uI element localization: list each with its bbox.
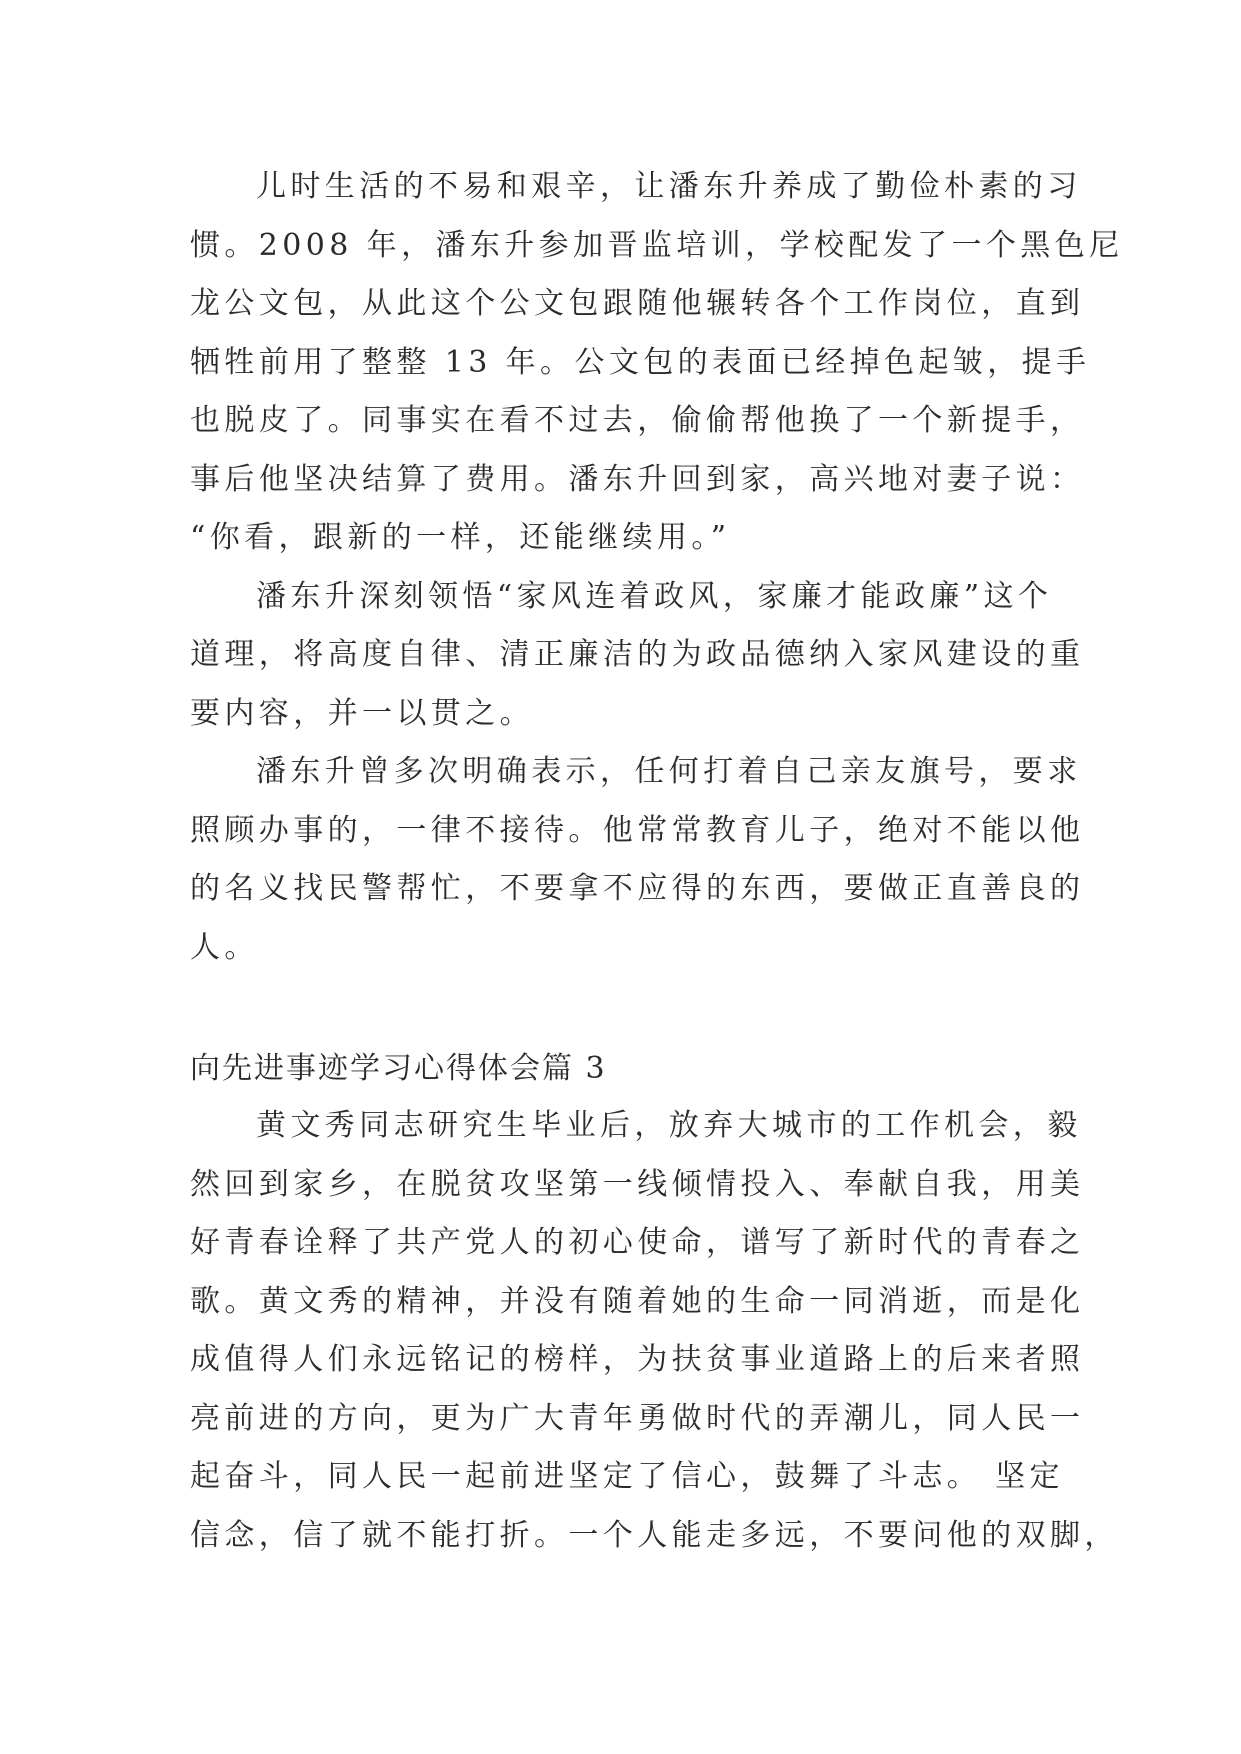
paragraph-line: 龙公文包，从此这个公文包跟随他辗转各个工作岗位，直到 <box>190 286 1085 321</box>
paragraph-line: 牺牲前用了整整 13 年。公文包的表面已经掉色起皱，提手 <box>190 344 1091 380</box>
paragraph-line: 道理，将高度自律、清正廉洁的为政品德纳入家风建设的重 <box>190 637 1085 672</box>
paragraph-line: 照顾办事的，一律不接待。他常常教育儿子，绝对不能以他 <box>190 812 1085 848</box>
paragraph-line: 要内容，并一以贯之。 <box>190 695 534 731</box>
paragraph-line: 潘东升曾多次明确表示，任何打着自己亲友旗号，要求 <box>256 754 1082 789</box>
body-text-lower <box>190 1097 1119 1565</box>
section-heading: 向先进事迹学习心得体会篇 3 <box>190 1051 607 1086</box>
paragraph-line: 然回到家乡，在脱贫攻坚第一线倾情投入、奉献自我，用美 <box>190 1166 1085 1202</box>
paragraph-line: 好青春诠释了共产党人的初心使命，谱写了新时代的青春之 <box>190 1225 1085 1260</box>
paragraph-line: 成值得人们永远铭记的榜样，为扶贫事业道路上的后来者照 <box>190 1342 1085 1377</box>
body-text-upper <box>190 158 1124 977</box>
paragraph-line: 也脱皮了。同事实在看不过去，偷偷帮他换了一个新提手， <box>190 403 1085 438</box>
paragraph-line: 的名义找民警帮忙，不要拿不应得的东西，要做正直善良的 <box>190 871 1085 906</box>
paragraph-line: 惯。2008 年，潘东升参加晋监培训，学校配发了一个黑色尼 <box>190 227 1124 263</box>
paragraph-line: 儿时生活的不易和艰辛，让潘东升养成了勤俭朴素的习 <box>256 169 1082 204</box>
paragraph-line: 亮前进的方向，更为广大青年勇做时代的弄潮儿，同人民一 <box>190 1400 1085 1436</box>
paragraph-line: 信念，信了就不能打折。一个人能走多远，不要问他的双脚， <box>190 1517 1119 1553</box>
paragraph-line: “你看，跟新的一样，还能继续用。” <box>190 520 731 555</box>
paragraph-line: 歌。黄文秀的精神，并没有随着她的生命一同消逝，而是化 <box>190 1283 1085 1319</box>
paragraph-line: 黄文秀同志研究生毕业后，放弃大城市的工作机会，毅 <box>256 1108 1082 1143</box>
paragraph-line: 人。 <box>190 929 259 965</box>
paragraph-line: 事后他坚决结算了费用。潘东升回到家，高兴地对妻子说： <box>190 461 1085 497</box>
paragraph-line: 起奋斗，同人民一起前进坚定了信心，鼓舞了斗志。 坚定 <box>190 1459 1064 1494</box>
paragraph-line: 潘东升深刻领悟“家风连着政风，家廉才能政廉”这个 <box>256 578 1053 614</box>
